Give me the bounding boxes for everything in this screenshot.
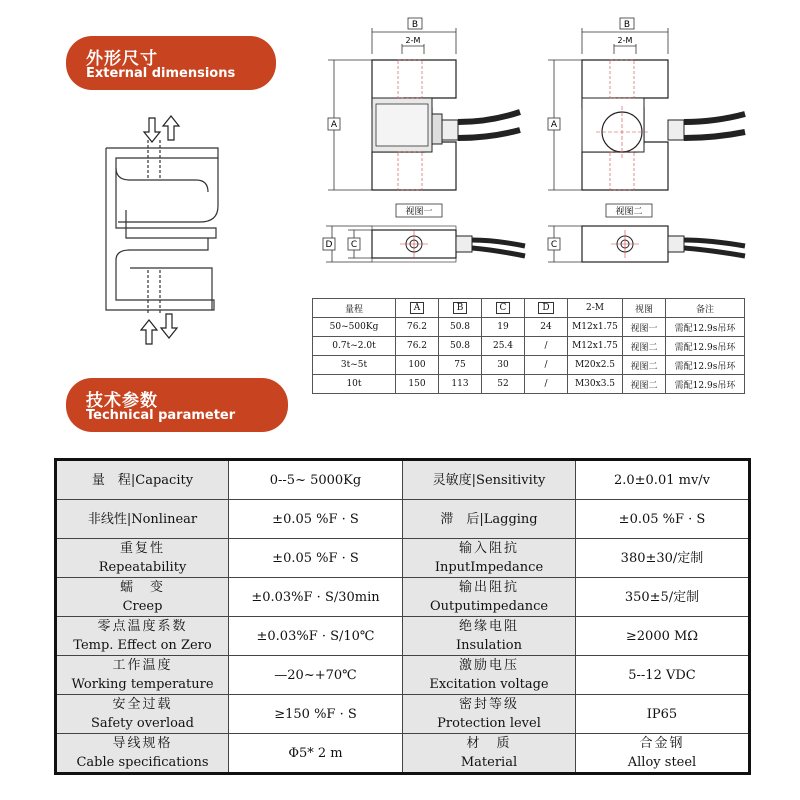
- view2-label: 视图二: [615, 207, 643, 217]
- header-cell: A: [396, 299, 439, 318]
- header-cell: 备注: [666, 299, 745, 318]
- header-cell: D: [525, 299, 568, 318]
- drawing-front-view-2: [540, 14, 750, 204]
- section-title-zh: 外形尺寸: [86, 49, 158, 69]
- dimension-table-row: [313, 375, 745, 394]
- table-row: [56, 734, 750, 774]
- dimension-table-row: [313, 337, 745, 356]
- param-value: 合金钢 Alloy steel: [576, 734, 750, 774]
- table-row: [56, 578, 750, 617]
- dimension-table-row: [313, 356, 745, 375]
- param-label: 蠕 变 Creep: [56, 578, 229, 617]
- param-label: 重复性 Repeatability: [56, 539, 229, 578]
- param-label: 输入阻抗 InputImpedance: [403, 539, 576, 578]
- table-cell: 75: [439, 356, 482, 375]
- param-label: 工作温度 Working temperature: [56, 656, 229, 695]
- param-label: 导线规格 Cable specifications: [56, 734, 229, 774]
- param-value: ±0.03%F · S/10℃: [229, 617, 403, 656]
- param-value: ±0.05 %F · S: [229, 539, 403, 578]
- header-cell: B: [439, 299, 482, 318]
- section-title-zh: 技术参数: [86, 391, 158, 411]
- table-cell: 0.7t~2.0t: [313, 337, 396, 356]
- dim-label-a: A: [330, 120, 338, 130]
- table-cell: 需配12.9s吊环: [666, 356, 745, 375]
- technical-parameter-table: [54, 458, 751, 775]
- param-value: 5--12 VDC: [576, 656, 750, 695]
- dim-label-a-2: A: [550, 120, 558, 130]
- table-cell: 52: [482, 375, 525, 394]
- param-value: —20~+70℃: [229, 656, 403, 695]
- table-cell: 30: [482, 356, 525, 375]
- table-cell: 视图二: [623, 337, 666, 356]
- section-header-technical-parameter: [66, 378, 288, 432]
- drawing-top-view-1: [320, 200, 530, 274]
- table-cell: 50~500Kg: [313, 318, 396, 337]
- table-cell: M30x3.5: [568, 375, 623, 394]
- table-cell: M12x1.75: [568, 318, 623, 337]
- table-cell: /: [525, 337, 568, 356]
- table-cell: M20x2.5: [568, 356, 623, 375]
- table-cell: 需配12.9s吊环: [666, 337, 745, 356]
- dimension-table: [312, 298, 745, 394]
- table-cell: 50.8: [439, 337, 482, 356]
- table-cell: 76.2: [396, 318, 439, 337]
- dim-label-2m-2: 2-M: [617, 36, 633, 45]
- drawing-top-view-2: [540, 200, 750, 274]
- param-label: 材 质 Material: [403, 734, 576, 774]
- table-row: [56, 656, 750, 695]
- header-cell: 视图: [623, 299, 666, 318]
- param-label: 非线性|Nonlinear: [56, 500, 229, 539]
- table-cell: 视图一: [623, 318, 666, 337]
- table-row: [56, 539, 750, 578]
- param-label: 量 程|Capacity: [56, 460, 229, 500]
- param-value: ≥150 %F · S: [229, 695, 403, 734]
- param-label: 滞 后|Lagging: [403, 500, 576, 539]
- param-label: 安全过载 Safety overload: [56, 695, 229, 734]
- param-label: 密封等级 Protection level: [403, 695, 576, 734]
- table-cell: 视图二: [623, 356, 666, 375]
- param-value: ±0.03%F · S/30min: [229, 578, 403, 617]
- table-cell: M12x1.75: [568, 337, 623, 356]
- header-cell: C: [482, 299, 525, 318]
- dim-label-c-2: C: [550, 240, 558, 250]
- dim-label-d: D: [325, 240, 333, 250]
- table-row: [56, 695, 750, 734]
- table-cell: /: [525, 375, 568, 394]
- view1-label: 视图一: [405, 207, 433, 217]
- param-label: 灵敏度|Sensitivity: [403, 460, 576, 500]
- table-row: [56, 617, 750, 656]
- table-row: [56, 460, 750, 500]
- param-value: 2.0±0.01 mv/v: [576, 460, 750, 500]
- dimension-table-row: [313, 318, 745, 337]
- param-value: ≥2000 MΩ: [576, 617, 750, 656]
- param-value: 350±5/定制: [576, 578, 750, 617]
- dim-label-b: B: [411, 20, 419, 30]
- drawing-front-view-1: [320, 14, 530, 204]
- param-value: 380±30/定制: [576, 539, 750, 578]
- table-cell: 76.2: [396, 337, 439, 356]
- section-header-external-dimensions: [66, 36, 276, 90]
- table-cell: /: [525, 356, 568, 375]
- header-cell: 2-M: [568, 299, 623, 318]
- table-cell: 需配12.9s吊环: [666, 318, 745, 337]
- s-beam-schematic: [96, 110, 236, 350]
- section-title-en: External dimensions: [86, 66, 236, 81]
- param-value: Φ5* 2 m: [229, 734, 403, 774]
- table-cell: 100: [396, 356, 439, 375]
- param-value: 0--5~ 5000Kg: [229, 460, 403, 500]
- table-cell: 24: [525, 318, 568, 337]
- dim-label-b-2: B: [623, 20, 631, 30]
- table-cell: 10t: [313, 375, 396, 394]
- table-cell: 视图二: [623, 375, 666, 394]
- table-cell: 需配12.9s吊环: [666, 375, 745, 394]
- param-value: IP65: [576, 695, 750, 734]
- table-cell: 25.4: [482, 337, 525, 356]
- table-cell: 113: [439, 375, 482, 394]
- dim-label-c: C: [350, 240, 358, 250]
- table-cell: 3t~5t: [313, 356, 396, 375]
- dim-label-2m: 2-M: [405, 36, 421, 45]
- param-label: 输出阻抗 Outputimpedance: [403, 578, 576, 617]
- table-cell: 19: [482, 318, 525, 337]
- param-label: 激励电压 Excitation voltage: [403, 656, 576, 695]
- table-cell: 50.8: [439, 318, 482, 337]
- header-cell: 量程: [313, 299, 396, 318]
- param-label: 绝缘电阻 Insulation: [403, 617, 576, 656]
- param-value: ±0.05 %F · S: [229, 500, 403, 539]
- param-label: 零点温度系数 Temp. Effect on Zero: [56, 617, 229, 656]
- table-cell: 150: [396, 375, 439, 394]
- table-row: [56, 500, 750, 539]
- param-value: ±0.05 %F · S: [576, 500, 750, 539]
- section-title-en: Technical parameter: [86, 408, 236, 423]
- dimension-table-header: [313, 299, 745, 318]
